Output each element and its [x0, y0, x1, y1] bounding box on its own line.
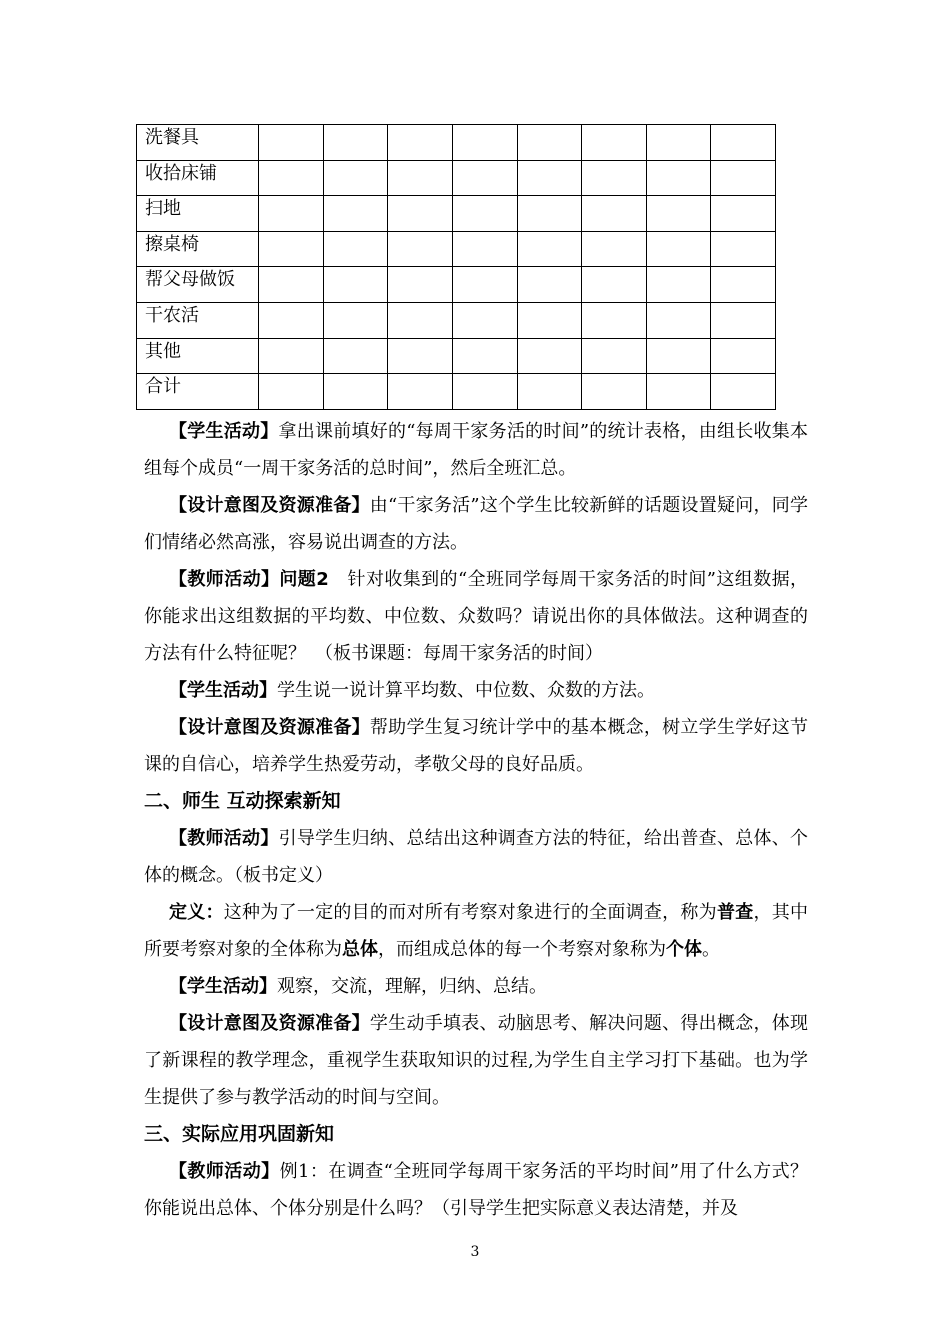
- blank-cell: [582, 267, 647, 303]
- term-individual: 个体: [666, 939, 702, 960]
- blank-cell: [452, 374, 517, 410]
- blank-cell: [646, 125, 711, 161]
- blank-cell: [259, 160, 324, 196]
- blank-cell: [646, 267, 711, 303]
- blank-cell: [259, 338, 324, 374]
- definition-text: ，而组成总体的每一个考察对象称为: [378, 939, 666, 960]
- row-label: 干农活: [137, 302, 259, 338]
- blank-cell: [452, 125, 517, 161]
- tag: 【教师活动】问题2: [169, 569, 329, 590]
- blank-cell: [259, 302, 324, 338]
- blank-cell: [711, 231, 776, 267]
- blank-cell: [517, 196, 582, 232]
- blank-cell: [517, 267, 582, 303]
- row-label: 扫地: [137, 196, 259, 232]
- blank-cell: [259, 374, 324, 410]
- paragraph-student-activity-1: [144, 413, 808, 487]
- row-label: 擦桌椅: [137, 231, 259, 267]
- blank-cell: [388, 196, 453, 232]
- row-label: 洗餐具: [137, 125, 259, 161]
- definition-label: 定义：: [169, 902, 224, 923]
- blank-cell: [517, 231, 582, 267]
- row-label: 合计: [137, 374, 259, 410]
- blank-cell: [646, 196, 711, 232]
- blank-cell: [517, 125, 582, 161]
- table-row: [137, 302, 776, 338]
- row-label: 帮父母做饭: [137, 267, 259, 303]
- chores-time-table: [136, 124, 776, 410]
- blank-cell: [517, 374, 582, 410]
- blank-cell: [582, 231, 647, 267]
- blank-cell: [582, 160, 647, 196]
- section-heading-3: 三、实际应用巩固新知: [144, 1123, 335, 1145]
- table-row: [137, 125, 776, 161]
- blank-cell: [711, 125, 776, 161]
- paragraph-teacher-activity-3: [144, 1153, 827, 1227]
- blank-cell: [259, 267, 324, 303]
- blank-cell: [388, 125, 453, 161]
- paragraph-design-1: [144, 487, 808, 561]
- term-population: 总体: [342, 939, 378, 960]
- paragraph-text: 学生动手填表、动脑思考、解决问题、得出概念，体现了新课程的教学理念，重视学生获取知识的过程,为学生自主学习打下基础。也为学生提供了参与教学活动的时间与空间。: [144, 1013, 809, 1108]
- paragraph-teacher-activity-2: [144, 820, 808, 894]
- paragraph-definition: [144, 894, 808, 968]
- blank-cell: [388, 160, 453, 196]
- blank-cell: [517, 160, 582, 196]
- blank-cell: [452, 338, 517, 374]
- paragraph-student-activity-2: [144, 672, 808, 709]
- term-census: 普查: [716, 902, 754, 923]
- blank-cell: [582, 125, 647, 161]
- blank-cell: [259, 196, 324, 232]
- tag: 【设计意图及资源准备】: [169, 495, 370, 516]
- blank-cell: [323, 374, 388, 410]
- paragraph-text: 引导学生归纳、总结出这种调查方法的特征，给出普查、总体、个体的概念。（板书定义）: [144, 828, 809, 886]
- section-heading-2: 二、师生 互动探索新知: [144, 790, 341, 812]
- blank-cell: [711, 374, 776, 410]
- blank-cell: [388, 302, 453, 338]
- blank-cell: [646, 374, 711, 410]
- blank-cell: [711, 302, 776, 338]
- blank-cell: [582, 196, 647, 232]
- blank-cell: [323, 160, 388, 196]
- blank-cell: [388, 231, 453, 267]
- table-row: [137, 231, 776, 267]
- blank-cell: [323, 196, 388, 232]
- paragraph-text: 学生说一说计算平均数、中位数、众数的方法。: [277, 680, 655, 701]
- tag: 【学生活动】: [169, 421, 279, 442]
- body-text: [144, 413, 827, 1227]
- blank-cell: [646, 160, 711, 196]
- blank-cell: [259, 125, 324, 161]
- definition-text: 这种为了一定的目的而对所有考察对象进行的全面调查，称为: [223, 902, 717, 923]
- tag: 【设计意图及资源准备】: [169, 1013, 370, 1034]
- paragraph-text: 例1：在调查“全班同学每周干家务活的平均时间”用了什么方式？ 你能说出总体、个体分别是什么吗？（引导学生把实际意义表达清楚，并及: [144, 1161, 827, 1219]
- tag: 【设计意图及资源准备】: [169, 717, 370, 738]
- blank-cell: [388, 338, 453, 374]
- blank-cell: [452, 196, 517, 232]
- table-row: [137, 374, 776, 410]
- blank-cell: [323, 125, 388, 161]
- blank-cell: [582, 374, 647, 410]
- blank-cell: [259, 231, 324, 267]
- tag: 【教师活动】: [169, 1161, 280, 1182]
- table-row: [137, 267, 776, 303]
- paragraph-design-2: [144, 709, 808, 783]
- blank-cell: [323, 231, 388, 267]
- blank-cell: [323, 338, 388, 374]
- paragraph-text: 针对收集到的“全班同学每周干家务活的时间”这组数据，你能求出这组数据的平均数、中位数、众数吗？请说出你的具体做法。这种调查的方法有什么特征呢？ （板书课题：每周干家务活的时间）: [144, 569, 808, 664]
- tag: 【教师活动】: [169, 828, 279, 849]
- tag: 【学生活动】: [169, 976, 277, 997]
- definition-text: ，其中所要考察对象的全体称为: [144, 902, 809, 960]
- row-label: 收拾床铺: [137, 160, 259, 196]
- paragraph-student-activity-3: [144, 968, 808, 1005]
- blank-cell: [582, 302, 647, 338]
- blank-cell: [517, 338, 582, 374]
- table-row: [137, 338, 776, 374]
- blank-cell: [517, 302, 582, 338]
- blank-cell: [388, 267, 453, 303]
- blank-cell: [388, 374, 453, 410]
- paragraph-text: 帮助学生复习统计学中的基本概念，树立学生学好这节课的自信心，培养学生热爱劳动，孝敬父母的良好品质。: [144, 717, 809, 775]
- blank-cell: [646, 231, 711, 267]
- paragraph-text: 观察，交流，理解，归纳、总结。: [277, 976, 547, 997]
- page-number: 3: [470, 1244, 480, 1260]
- paragraph-design-3: [144, 1005, 808, 1116]
- paragraph-teacher-activity-1: [144, 561, 808, 672]
- blank-cell: [711, 267, 776, 303]
- blank-cell: [323, 302, 388, 338]
- blank-cell: [452, 231, 517, 267]
- blank-cell: [711, 196, 776, 232]
- blank-cell: [711, 160, 776, 196]
- blank-cell: [646, 302, 711, 338]
- paragraph-text: 由“干家务活”这个学生比较新鲜的话题设置疑问，同学们情绪必然高涨，容易说出调查的方法。: [144, 495, 808, 553]
- table-row: [137, 196, 776, 232]
- row-label: 其他: [137, 338, 259, 374]
- definition-text: 。: [702, 939, 720, 960]
- table-row: [137, 160, 776, 196]
- tag: 【学生活动】: [169, 680, 277, 701]
- paragraph-text: 拿出课前填好的“每周干家务活的时间”的统计表格，由组长收集本组每个成员“一周干家务活的总时间”，然后全班汇总。: [144, 421, 809, 479]
- blank-cell: [452, 302, 517, 338]
- blank-cell: [323, 267, 388, 303]
- blank-cell: [582, 338, 647, 374]
- blank-cell: [452, 267, 517, 303]
- blank-cell: [711, 338, 776, 374]
- blank-cell: [646, 338, 711, 374]
- blank-cell: [452, 160, 517, 196]
